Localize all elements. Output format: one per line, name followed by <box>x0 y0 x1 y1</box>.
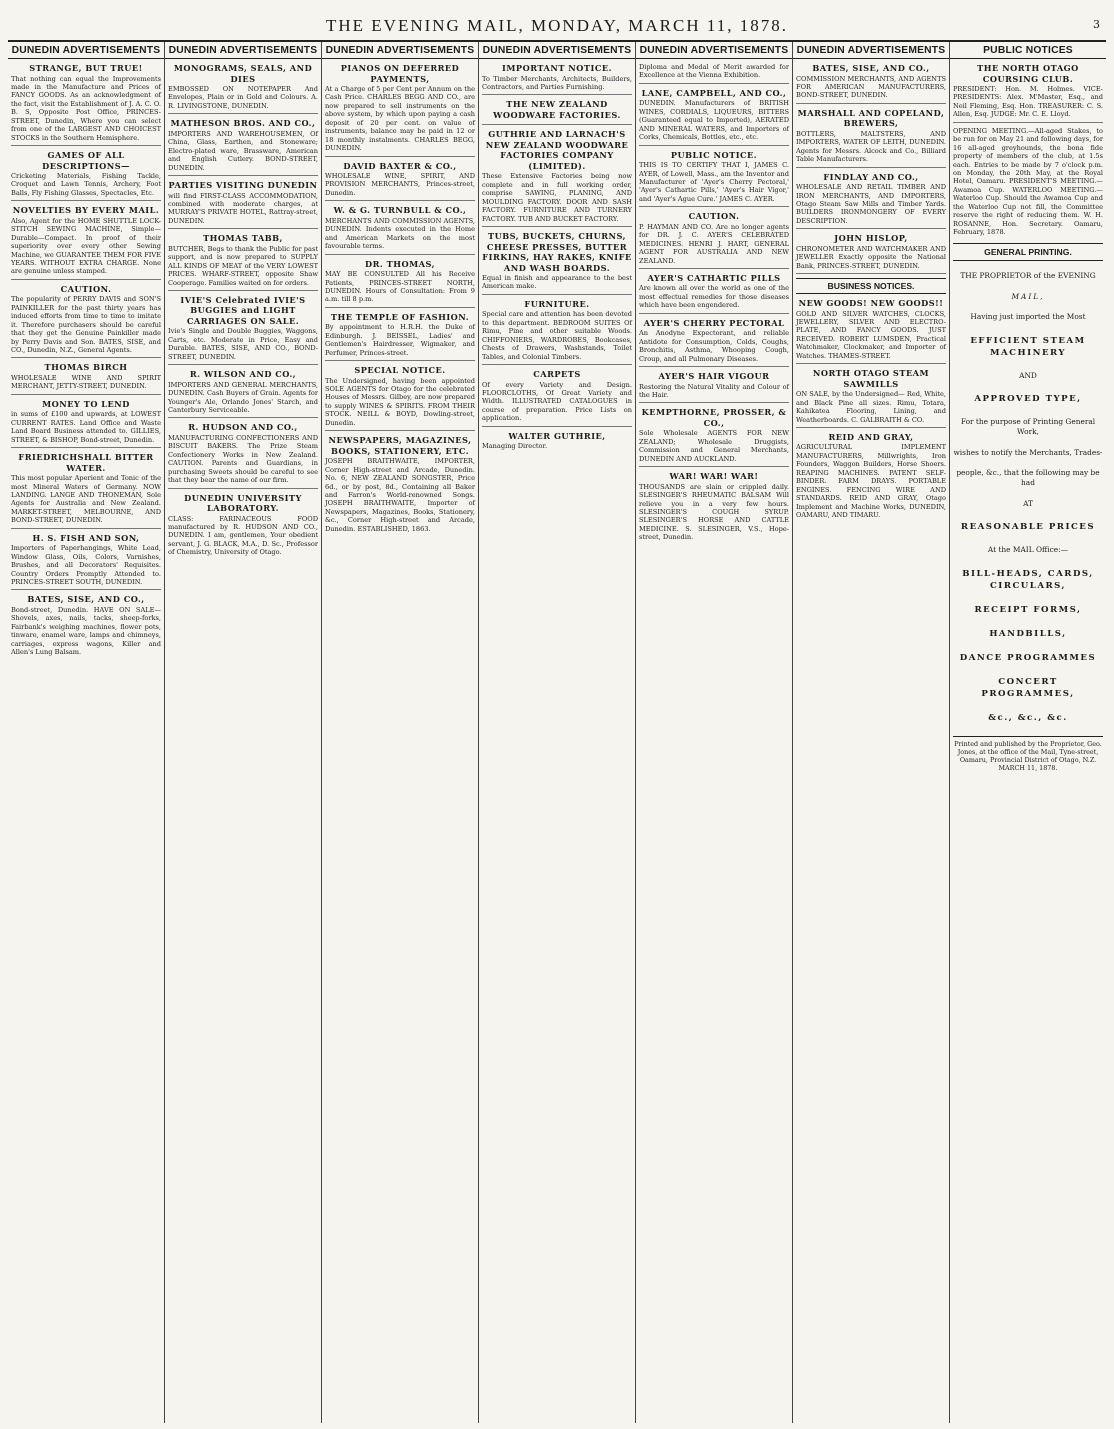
ad-body: Diploma and Medal of Merit awarded for Excellence at the Vienna Exhibition. <box>639 63 789 80</box>
general-printing-notice <box>953 243 1103 723</box>
ad-title: NEWSPAPERS, MAGAZINES, BOOKS, STATIONERY, ETC. <box>328 435 472 456</box>
ad-title: W. & G. TURNBULL & CO., <box>333 205 467 216</box>
ad-body: BUTCHER, Begs to thank the Public for past support, and is now prepared to SUPPLY ALL KINDS OF MEAT of the VERY LOWEST PRICES. WHARF-STREET, opposite Shaw Cooperage. Families waited on for orders. <box>168 244 318 287</box>
ad-title: REID AND GRAY, <box>828 431 914 442</box>
ad-title: TUBS, BUCKETS, CHURNS, CHEESE PRESSES, BUTTER FIRKINS, HAY RAKES, KNIFE AND WASH BOARDS. <box>482 231 632 273</box>
advertisement <box>325 435 475 536</box>
ad-title: GAMES OF ALL DESCRIPTIONS— <box>42 150 130 171</box>
ad-list <box>482 63 632 454</box>
ad-title: KEMPTHORNE, PROSSER, & CO., <box>641 407 787 428</box>
ad-list <box>168 63 318 560</box>
ad-body: MANUFACTURING CONFECTIONERS AND BISCUIT BAKERS. The Prize Steam Confectionery Works in New Zealand. CAUTION. Parents and Guardians, in purchasing Sweets should be careful to see that they bear the name of our firm. <box>168 433 318 485</box>
ad-title: FRIEDRICHSHALL BITTER WATER. <box>18 452 154 473</box>
advertisement <box>168 493 318 560</box>
advertisement <box>482 431 632 454</box>
ad-body: MERCHANTS AND COMMISSION AGENTS, DUNEDIN. Indents executed in the Home and American Markets on the most favourable terms. <box>325 216 475 251</box>
advertisement <box>168 233 318 291</box>
advertisement <box>953 63 1103 123</box>
ad-body: JOSEPH BRAITHWAITE, IMPORTER, Corner High-street and Arcade, Dunedin. No. 6, NEW ZEALAND SONGSTER, Price 6d., or by post, 8d., Containing all Baker and Farron's World-renowned Songs. JOSEPH BRAITHWAITE, Importer of Newspapers, Magazines, Books, Stationery, &c., Corner High-street and Arcade, Dunedin. ESTABLISHED, 1863. <box>325 457 475 533</box>
advertisement <box>11 452 161 529</box>
columns <box>8 42 1106 1423</box>
advertisement <box>796 432 946 522</box>
gp-line: AND <box>1019 370 1037 380</box>
ad-title: NOVELTIES BY EVERY MAIL. <box>12 205 160 216</box>
gp-line: REASONABLE PRICES <box>960 522 1096 533</box>
ad-body: By appointment to H.R.H. the Duke of Edinburgh. J. BEISSEL, Ladies' and Gentlemen's Hairdresser, Wigmaker, and Perfumer, Princes-street. <box>325 323 475 357</box>
ad-body: WHOLESALE AND RETAIL TIMBER AND IRON MERCHANTS, AND IMPORTERS, Otago Steam Saw Mills and Timber Yards. BUILDERS IRONMONGERY OF EVERY DESCRIPTION. <box>796 183 946 225</box>
ad-body: Also, Agent for the HOME SHUTTLE LOCK-STITCH SEWING MACHINE, Simple—Durable—Compact. In proof of their superiority over every other Sewing Machine, we GUARANTEE THEM FOR FIVE YEARS. WITHOUT EXTRA CHARGE. None are genuine unless stamped. <box>11 216 161 276</box>
ad-body: DUNEDIN. Manufacturers of BRITISH WINES, CORDIALS, LIQUEURS, BITTERS (Guaranteed equal to Imported), AERATED AND MINERAL WATERS, and Importers of Corks, Chemicals, Bottles, etc., etc. <box>639 99 789 142</box>
advertisement <box>11 205 161 280</box>
ad-body: At a Charge of 5 per Cent per Annum on the Cash Price. CHARLES BEGG AND CO., are now prepared to sell instruments on the above system, by which upon paying a cash deposit of 20 per cent. on value of instruments, balance may be paid in 12 or 18 monthly instalments. CHARLES BEGG, DUNEDIN. <box>325 85 475 153</box>
advertisement <box>11 594 161 659</box>
ad-title: BATES, SISE, AND CO., <box>27 594 145 605</box>
ad-title: BATES, SISE, AND CO., <box>812 63 930 73</box>
advertisement <box>11 533 161 591</box>
ad-body: MAY BE CONSULTED All his Receive Patients, PRINCES-STREET NORTH, DUNEDIN. Hours of Consultation: From 9 a.m. till 8 p.m. <box>325 270 475 304</box>
ad-title: MARSHALL AND COPELAND, BREWERS, <box>797 107 945 129</box>
advertisement <box>168 369 318 418</box>
ad-title: MATHESON BROS. AND CO., <box>170 118 316 129</box>
ad-title: FINDLAY AND CO., <box>823 171 919 182</box>
gp-item: DANCE PROGRAMMES <box>959 652 1097 663</box>
imprint-text: Printed and published by the Proprietor, Geo. Jones, at the office of the Mail, Tyne-street, Oamaru, Provincial District of Otago, N.Z. <box>954 739 1102 764</box>
ad-title: PARTIES VISITING DUNEDIN <box>168 180 318 190</box>
advertisement <box>482 129 632 227</box>
gp-line: For the purpose of Printing General Work, <box>960 417 1096 437</box>
ad-body: Cricketing Materials, Fishing Tackle, Croquet and Lawn Tennis, Archery, Foot Balls, Fly Fishing Glasses, Spectacles, Etc. <box>11 172 161 197</box>
column-heading: DUNEDIN ADVERTISEMENTS <box>479 42 635 59</box>
ad-body: Ivie's Single and Double Buggies, Waggons, Carts, etc. Moderate in Price, Easy and Durable. BATES, SISE, AND CO., BOND-STREET, DUNEDIN. <box>168 327 318 361</box>
ad-body: Equal in finish and appearance to the best American make. <box>482 274 632 291</box>
ad-body: This most popular Aperient and Tonic of the most Mineral Waters of Germany. NOW LANDING. LANGE AND THONEMAN, Sole Agents for Australia and New Zealand. MARKET-STREET, MELBOURNE, AND BOND-STREET, DUNEDIN. <box>11 474 161 525</box>
ad-title: NEW GOODS! NEW GOODS!! <box>798 298 944 309</box>
advertisement <box>639 471 789 545</box>
gp-item: CONCERT PROGRAMMES, <box>981 676 1075 699</box>
advertisement <box>11 150 161 201</box>
gp-line: EFFICIENT STEAM MACHINERY <box>970 335 1086 358</box>
ad-body: WHOLESALE WINE, SPIRIT, AND PROVISION MERCHANTS, Princes-street, Dunedin. <box>325 172 475 197</box>
column-4 <box>479 42 636 1423</box>
ad-title: JOHN HISLOP, <box>834 233 908 244</box>
ad-body: Restoring the Natural Vitality and Colour of the Hair. <box>639 382 789 399</box>
column-heading: DUNEDIN ADVERTISEMENTS <box>793 42 949 59</box>
ad-body: AGRICULTURAL IMPLEMENT MANUFACTURERS, Millwrights, Iron Founders, Waggon Builders, Horse Shoers. REAPING MACHINES. PATENT SELF-BINDER. FARM DRAYS. PORTABLE ENGINES. FENCING WIRE AND STANDARDS. REID AND GRAY, Otago Implement and Machine Works, DUNEDIN, OAMARU, AND TIMARU. <box>796 443 946 519</box>
ad-title: GUTHRIE AND LARNACH'S NEW ZEALAND WOODWARE FACTORIES COMPANY (LIMITED). <box>485 129 629 171</box>
ad-title: FURNITURE. <box>524 298 590 309</box>
advertisement <box>639 211 789 269</box>
gp-line: THE PROPRIETOR of the EVENING <box>960 271 1096 281</box>
ad-title: LANE, CAMPBELL, AND CO., <box>641 87 787 98</box>
advertisement <box>482 369 632 427</box>
advertisement <box>639 88 789 146</box>
ad-body: Special care and attention has been devoted to this department. BEDROOM SUITES Of Rimu, Pine and other suitable Woods. CHIFFONIERS, WARDROBES, Bookcases, Chests of Drawers, Washstands, Toilet Tables, and Colonial Timbers. <box>482 310 632 361</box>
ad-body: ON SALE, by the Undersigned— Red, White, and Black Pine all sizes. Rimu, Totara, Kahikatea Flooring, Lining, and Weatherboards. C. GALBRAITH & CO. <box>796 390 946 424</box>
ad-body: IMPORTERS AND GENERAL MERCHANTS, DUNEDIN. Cash Buyers of Grain. Agents for Younger's Ale, Orlando Jones' Starch, and Canterbury Serviceable. <box>168 380 318 414</box>
advertisement <box>168 180 318 229</box>
advertisement <box>11 362 161 394</box>
ad-body: PRESIDENT: Hon. M. Holmes. VICE-PRESIDENTS: Alex. M'Master, Esq., and Neil Fleming, Esq. Hon. TREASURER: C. S. Allen, Esq. JUDGE: Mr. C. E. Lloyd. <box>953 85 1103 119</box>
ad-body: OPENING MEETING.—All-aged Stakes, to be run for on May 21 and following days, for 16 all-aged greyhounds, the bona fide property of members of the club, at 1.5s each. Entries to be made by 7 o'clock p.m. on Monday, the 20th May, at the Royal Hotel, Oamaru. PRESIDENT'S MEETING.—Awamoa Cup. WATERLOO MEETING.—Waterloo Cup. Should the Awamoa Cup and the Waterloo Cup not fill, the Committee reserve the right of reducing them. W. H. ROSANNE, Hon. Secretary. Oamaru, February, 1878. <box>953 126 1103 236</box>
advertisement <box>639 318 789 367</box>
advertisement <box>325 259 475 308</box>
ad-title: AYER'S CATHARTIC PILLS <box>647 272 781 283</box>
column-3 <box>322 42 479 1423</box>
advertisement <box>11 399 161 448</box>
gp-line: Having just imported the Most <box>970 312 1086 322</box>
ad-title: AYER'S HAIR VIGOUR <box>658 371 770 381</box>
ad-body: IMPORTERS AND WAREHOUSEMEN, Of China, Glass, Earthen, and Stoneware; Electro-plated ware, Brassware, American and English Cutlery. BOND-STREET, DUNEDIN. <box>168 129 318 172</box>
ad-body: COMMISSION MERCHANTS, AND AGENTS FOR AMERICAN MANUFACTURERS, BOND-STREET, DUNEDIN. <box>796 74 946 100</box>
ad-title: SPECIAL NOTICE. <box>354 365 446 376</box>
column-heading: DUNEDIN ADVERTISEMENTS <box>165 42 321 59</box>
ad-title: THE NORTH OTAGO COURSING CLUB. <box>977 63 1079 84</box>
ad-list <box>639 63 789 545</box>
advertisement <box>325 63 475 157</box>
gp-item: RECEIPT FORMS, <box>974 604 1082 615</box>
gp-line: At the MAIL Office:— <box>987 545 1069 555</box>
ad-body: An Anodyne Expectorant, and reliable Antidote for Consumption, Colds, Coughs, Bronchitis, Asthma, Whooping Cough, Croup, and all Pulmonary Diseases. <box>639 329 789 363</box>
ad-body: Of every Variety and Design. FLOORCLOTHS, Of Great Variety and Width. ILLUSTRATED CATALOGUES in course of preparation. Price Lists on application. <box>482 380 632 423</box>
advertisement <box>325 312 475 361</box>
advertisement <box>168 295 318 365</box>
ad-list <box>953 63 1103 239</box>
ad-title: CAUTION. <box>688 211 740 222</box>
ad-title: WAR! WAR! WAR! <box>669 471 759 482</box>
column-heading: DUNEDIN ADVERTISEMENTS <box>636 42 792 59</box>
advertisement <box>796 298 946 364</box>
ad-body: in sums of £100 and upwards, at LOWEST CURRENT RATES. Land Office and Waste Land Board Business attended to. GILLIES, STREET, & BISHOP, Bond-street, Dunedin. <box>11 410 161 444</box>
ad-list <box>325 63 475 536</box>
advertisement <box>796 108 946 168</box>
gp-line: wishes to notify the Merchants, Trades- <box>953 447 1103 457</box>
advertisement <box>796 368 946 428</box>
ad-body: THIS IS TO CERTIFY THAT I, JAMES C. AYER, of Lowell, Mass., am the Inventor and Manufacturer of 'Ayer's Cherry Pectoral,' 'Ayer's Cathartic Pills,' 'Ayer's Hair Vigor,' and 'Ayer's Ague Cure.' JAMES C. AYER. <box>639 161 789 203</box>
ad-body: BOTTLERS, MALTSTERS, AND IMPORTERS, WATER OF LEITH, DUNEDIN. Agents for Messrs. Alcock and Co., Billiard Table Manufacturers. <box>796 129 946 164</box>
advertisement <box>168 63 318 114</box>
masthead-title: THE EVENING MAIL, MONDAY, MARCH 11, 1878. <box>326 16 788 35</box>
ad-title: WALTER GUTHRIE, <box>508 430 606 441</box>
column-1 <box>8 42 165 1423</box>
advertisement <box>168 118 318 176</box>
ad-body: Importers of Paperhangings, White Lead, Window Glass, Oils, Colors, Varnishes, Brushes, and all Decorators' Requisites. Country Orders Promptly Attended to. PRINCES-STREET SOUTH, DUNEDIN. <box>11 544 161 586</box>
ad-title: IVIE'S Celebrated IVIE'S BUGGIES and LIGHT CARRIAGES ON SALE. <box>180 294 306 326</box>
section-subhead: BUSINESS NOTICES. <box>796 278 946 294</box>
ad-body: P. HAYMAN AND CO. Are no longer agents for DR. J. C. AYER'S CELEBRATED MEDICINES. HENRI J. HART, GENERAL AGENT FOR AUSTRALIA AND NEW ZEALAND. <box>639 222 789 265</box>
advertisement <box>482 299 632 365</box>
advertisement <box>325 365 475 431</box>
ad-title: MONEY TO LEND <box>42 398 130 409</box>
advertisement <box>639 150 789 208</box>
ad-body: EMBOSSED ON NOTEPAPER And Envelopes, Plain or in Gold and Colours. A. R. LIVINGSTONE, DUNEDIN. <box>168 85 318 110</box>
advertisement <box>482 63 632 95</box>
ad-title: DR. THOMAS, <box>365 258 435 269</box>
ad-body: CHRONOMETER AND WATCHMAKER AND JEWELLER Exactly opposite the National Bank, PRINCES-STREET, DUNEDIN. <box>796 244 946 270</box>
advertisement <box>639 63 789 84</box>
advertisement <box>639 371 789 403</box>
ad-body: That nothing can equal the Improvements made in the Manufacture and Prices of FANCY GOODS. As an acknowledgment of the fact, visit the Establishment of J. A. C. O. B. S, Opposite Post Office, PRINCES-STREET, Dunedin, Where you can select from one of the LARGEST AND CHOICEST STOCKS in the Southern Hemisphere. <box>11 74 161 142</box>
advertisement <box>639 407 789 467</box>
ad-body: Sole Wholesale AGENTS FOR NEW ZEALAND; Wholesale Druggists, Commission and General Merchants, DUNEDIN AND AUCKLAND. <box>639 429 789 463</box>
ad-body: GOLD AND SILVER WATCHES, CLOCKS, JEWELLERY, SILVER AND ELECTRO-PLATE, AND FANCY GOODS. JUST RECEIVED. ROBERT LUMSDEN, Practical Watchmaker, Clockmaker, and Importer of Watches. THAMES-STREET. <box>796 309 946 360</box>
gp-item: &c., &c., &c. <box>988 712 1068 723</box>
ad-title: PIANOS ON DEFERRED PAYMENTS, <box>340 63 460 84</box>
column-6 <box>793 42 950 1423</box>
gp-line: people, &c., that the following may be had <box>956 468 1100 488</box>
gp-line: MAIL, <box>1011 291 1045 301</box>
ad-title: STRANGE, BUT TRUE! <box>29 63 143 73</box>
ad-body: THOUSANDS are slain or crippled daily. SLESINGER'S RHEUMATIC BALSAM Will relieve you in a very few hours. SLESINGER'S COUGH SYRUP. SLESINGER'S HORSE AND CATTLE MEDICINE. S. SLESINGER, V.S., Hope-street, Dunedin. <box>639 482 789 542</box>
ad-title: THOMAS TABB, <box>203 233 283 244</box>
column-heading: DUNEDIN ADVERTISEMENTS <box>322 42 478 59</box>
advertisement <box>325 161 475 202</box>
ad-list <box>11 63 161 660</box>
ad-title: DAVID BAXTER & CO., <box>343 160 457 171</box>
column-heading: DUNEDIN ADVERTISEMENTS <box>8 42 164 59</box>
ad-title: THE NEW ZEALAND WOODWARE FACTORIES. <box>493 99 621 120</box>
imprint-footer <box>953 736 1103 772</box>
column-7 <box>950 42 1106 1423</box>
ad-list <box>796 63 946 522</box>
ad-body: Managing Director. <box>482 442 548 451</box>
ad-title: CAUTION. <box>60 283 112 294</box>
ad-body: CLASS: FARINACEOUS FOOD manufactured by R. HUDSON AND CO., DUNEDIN. I am, gentlemen, Your obedient servant, J. G. BLACK, M.A., D. Sc., Professor of Chemistry, University of Otago. <box>168 514 318 557</box>
page-number: 3 <box>1093 18 1100 31</box>
ad-body: The Undersigned, having been appointed SOLE AGENTS for Otago for the celebrated Houses of Messrs. Gilbey, are now prepared to supply WINES & SPIRITS. FROM THEIR STOCK. NEILL & BOYD, Dowling-street, Dunedin. <box>325 376 475 427</box>
gp-line: APPROVED TYPE, <box>974 393 1082 404</box>
ad-title: MONOGRAMS, SEALS, AND DIES <box>173 63 313 84</box>
ad-title: THOMAS BIRCH <box>44 362 128 373</box>
advertisement <box>796 63 946 104</box>
ad-body: Are known all over the world as one of the most effectual remedies for those diseases which have been engendered. <box>639 284 789 310</box>
ad-title: DUNEDIN UNIVERSITY LABORATORY. <box>184 492 302 514</box>
general-printing-heading: GENERAL PRINTING. <box>953 243 1103 261</box>
advertisement <box>953 127 1103 240</box>
advertisement <box>325 205 475 254</box>
ad-body: WHOLESALE WINE AND SPIRIT MERCHANT, JETTY-STREET, DUNEDIN. <box>11 373 161 391</box>
ad-title: CARPETS <box>533 369 581 379</box>
ad-title: PUBLIC NOTICE. <box>670 149 758 160</box>
ad-body: To Timber Merchants, Architects, Builders, Contractors, and Parties Furnishing. <box>482 74 632 91</box>
advertisement <box>482 231 632 295</box>
ad-title: H. S. FISH AND SON, <box>32 532 140 543</box>
ad-body: These Extensive Factories being now complete and in full working order, comprise SAWING, PLANING, AND MOULDING FACTORY. DOOR AND SASH FACTORY. FURNITURE AND TURNERY FACTORY. TUB AND BUCKET FACTORY. <box>482 172 632 223</box>
advertisement <box>796 233 946 274</box>
gp-line: AT <box>1023 498 1033 508</box>
advertisement <box>796 172 946 230</box>
ad-title: R. HUDSON AND CO., <box>188 422 298 433</box>
masthead <box>8 0 1106 42</box>
column-heading: PUBLIC NOTICES <box>950 42 1106 59</box>
ad-title: NORTH OTAGO STEAM SAWMILLS <box>812 368 930 389</box>
ad-title: R. WILSON AND CO., <box>189 369 297 380</box>
column-5 <box>636 42 793 1423</box>
gp-item: HANDBILLS, <box>989 628 1067 639</box>
advertisement <box>482 99 632 125</box>
gp-item: BILL-HEADS, CARDS, CIRCULARS, <box>962 568 1094 591</box>
imprint-date: MARCH 11, 1878. <box>998 763 1058 772</box>
advertisement <box>11 63 161 146</box>
ad-body: Bond-street, Dunedin. HAVE ON SALE— Shovels, axes, nails, tacks, sheep-forks, Fairbank's weighing machines, flower pots, tinware, enamel ware, lamps and chimneys, carriages, express wagons, Killer and Allen's Lung Balsam. <box>11 605 161 657</box>
ad-title: IMPORTANT NOTICE. <box>502 63 612 73</box>
advertisement <box>168 422 318 488</box>
ad-title: THE TEMPLE OF FASHION. <box>330 311 470 322</box>
ad-body: The popularity of PERRY DAVIS and SON'S PAINKILLER for the past thirty years has induced efforts from time to time to imitate it. Therefore purchasers should be careful that they get the Genuine Painkiller made by Perry Davis and Son. BATES, SISE, and CO., Dunedin, N.Z., General Agents. <box>11 295 161 354</box>
column-2 <box>165 42 322 1423</box>
advertisement <box>11 284 161 359</box>
ad-body: will find FIRST-CLASS ACCOMMODATION, combined with moderate charges, at MURRAY'S PRIVATE HOTEL, Rattray-street, DUNEDIN. <box>168 191 318 225</box>
ad-title: AYER'S CHERRY PECTORAL <box>643 317 785 328</box>
advertisement <box>639 273 789 314</box>
